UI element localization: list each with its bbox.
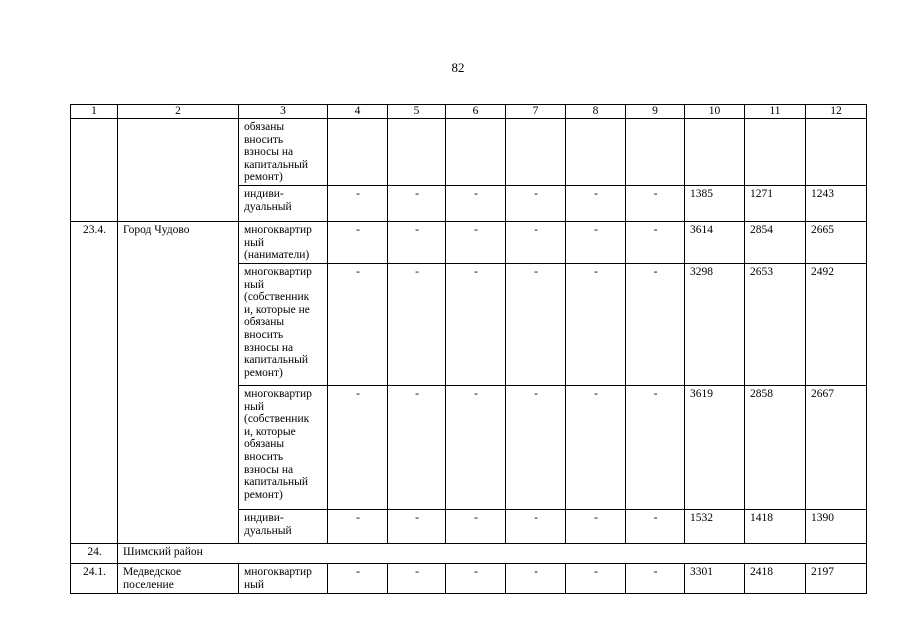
- value-cell: -: [626, 221, 685, 263]
- header-cell: 6: [446, 105, 506, 119]
- value-cell: -: [328, 385, 388, 509]
- value-cell: -: [506, 385, 566, 509]
- row-number-cell: 23.4.: [71, 221, 118, 543]
- value-cell: 1418: [745, 509, 806, 543]
- value-cell: 1390: [806, 509, 867, 543]
- value-cell: -: [388, 263, 446, 385]
- row-number-cell: [71, 119, 118, 222]
- housing-type-cell: многоквартир ный: [239, 563, 328, 593]
- housing-type-cell: многоквартир ный (наниматели): [239, 221, 328, 263]
- value-cell: -: [566, 221, 626, 263]
- value-cell: -: [566, 385, 626, 509]
- header-cell: 2: [118, 105, 239, 119]
- value-cell: -: [328, 263, 388, 385]
- table-row: [71, 221, 867, 263]
- value-cell: -: [328, 509, 388, 543]
- housing-type-cell: обязаны вносить взносы на капитальный ремонт): [239, 119, 328, 186]
- value-cell: -: [506, 563, 566, 593]
- header-cell: 11: [745, 105, 806, 119]
- territory-cell: Город Чудово: [118, 221, 239, 543]
- row-number-cell: 24.: [71, 543, 118, 563]
- value-cell: -: [388, 563, 446, 593]
- value-cell: -: [446, 185, 506, 221]
- value-cell: -: [566, 509, 626, 543]
- value-cell: 3298: [685, 263, 745, 385]
- value-cell: 1385: [685, 185, 745, 221]
- housing-type-cell: многоквартир ный (собственник и, которые не обязаны вносить взносы на капитальный ремонт): [239, 263, 328, 385]
- value-cell: 1532: [685, 509, 745, 543]
- value-cell: -: [506, 221, 566, 263]
- header-cell: 8: [566, 105, 626, 119]
- table-header-row: [71, 105, 867, 119]
- value-cell: -: [446, 563, 506, 593]
- value-cell: 2858: [745, 385, 806, 509]
- section-title-cell: Шимский район: [118, 543, 867, 563]
- housing-type-cell: многоквартир ный (собственник и, которые обязаны вносить взносы на капитальный ремонт): [239, 385, 328, 509]
- value-cell: 2667: [806, 385, 867, 509]
- table-row: [71, 119, 867, 186]
- value-cell: -: [446, 221, 506, 263]
- header-cell: 3: [239, 105, 328, 119]
- value-cell: -: [328, 221, 388, 263]
- value-cell: 3619: [685, 385, 745, 509]
- value-cell: -: [446, 263, 506, 385]
- value-cell: 2418: [745, 563, 806, 593]
- header-cell: 4: [328, 105, 388, 119]
- table-row: [71, 563, 867, 593]
- value-cell: 2665: [806, 221, 867, 263]
- value-cell: -: [626, 263, 685, 385]
- value-cell: -: [566, 563, 626, 593]
- section-row: [71, 543, 867, 563]
- value-cell: -: [506, 263, 566, 385]
- territory-cell: [118, 119, 239, 222]
- value-cell: 2197: [806, 563, 867, 593]
- value-cell: -: [626, 509, 685, 543]
- header-cell: 1: [71, 105, 118, 119]
- value-cell: -: [626, 185, 685, 221]
- value-cell: -: [328, 185, 388, 221]
- value-cell: -: [566, 263, 626, 385]
- header-cell: 10: [685, 105, 745, 119]
- value-cell: 2854: [745, 221, 806, 263]
- value-cell: -: [388, 221, 446, 263]
- value-cell: -: [446, 509, 506, 543]
- header-cell: 5: [388, 105, 446, 119]
- header-cell: 7: [506, 105, 566, 119]
- data-table: [70, 104, 867, 594]
- value-cell: -: [566, 185, 626, 221]
- header-cell: 12: [806, 105, 867, 119]
- value-cell: 1243: [806, 185, 867, 221]
- value-cell: -: [446, 385, 506, 509]
- value-cell: -: [506, 185, 566, 221]
- housing-type-cell: индиви- дуальный: [239, 509, 328, 543]
- value-cell: -: [506, 509, 566, 543]
- value-cell: -: [388, 385, 446, 509]
- territory-cell: Медведское поселение: [118, 563, 239, 593]
- value-cell: 1271: [745, 185, 806, 221]
- value-cell: -: [328, 563, 388, 593]
- value-cell: 3614: [685, 221, 745, 263]
- value-cell: -: [388, 509, 446, 543]
- housing-type-cell: индиви- дуальный: [239, 185, 328, 221]
- page-number: 82: [451, 60, 465, 75]
- value-cell: 2492: [806, 263, 867, 385]
- value-cell: 2653: [745, 263, 806, 385]
- value-cell: 3301: [685, 563, 745, 593]
- header-cell: 9: [626, 105, 685, 119]
- value-cell: -: [626, 563, 685, 593]
- value-cell: -: [388, 185, 446, 221]
- value-cell: -: [626, 385, 685, 509]
- row-number-cell: 24.1.: [71, 563, 118, 593]
